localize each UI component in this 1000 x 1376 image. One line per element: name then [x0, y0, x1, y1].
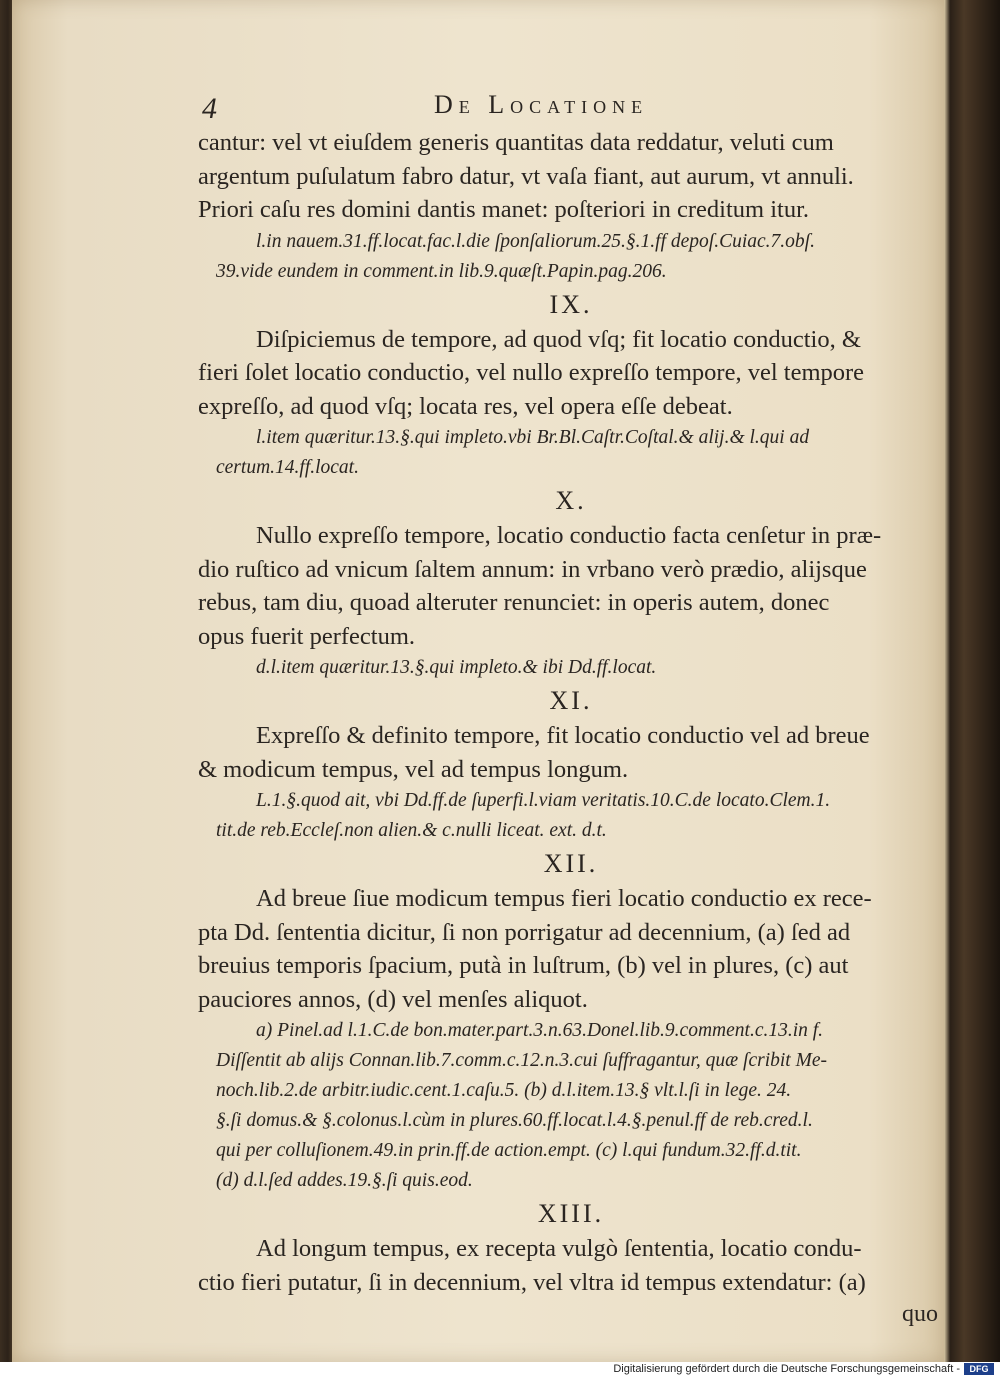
text-line: Priori caſu res domini dantis manet: poſteriori in creditum itur. [198, 196, 810, 223]
citation-line: d.l.item quæritur.13.§.qui impleto.& ibi Dd.ff.locat. [256, 657, 657, 678]
page-body [198, 126, 944, 1329]
footer-bar [0, 1362, 1000, 1376]
citation-line: §.ſi domus.& §.colonus.l.cùm in plures.60.ff.locat.l.4.§.penul.ff de reb.cred.l. [216, 1110, 813, 1131]
text-line: pta Dd. ſententia dicitur, ſi non porrigatur ad decennium, (a) ſed ad [198, 918, 851, 946]
citation-line: tit.de reb.Eccleſ.non alien.& c.nulli liceat. ext. d.t. [216, 820, 607, 841]
section-number: X. [555, 486, 587, 515]
text-line: argentum puſulatum fabro datur, vt vaſa fiant, aut aurum, vt annuli. [198, 162, 854, 190]
text-line: Nullo expreſſo tempore, locatio conductio facta cenſetur in præ- [256, 522, 882, 549]
citation-line: noch.lib.2.de arbitr.iudic.cent.1.caſu.5. (b) d.l.item.13.§ vlt.l.ſi in lege. 24. [216, 1080, 792, 1101]
text-line: expreſſo, ad quod vſq; locata res, vel opera eſſe debeat. [198, 392, 733, 420]
text-line: Expreſſo & definito tempore, fit locatio conductio vel ad breue [256, 722, 870, 749]
citation-line: 39.vide eundem in comment.in lib.9.quæſt.Papin.pag.206. [216, 260, 667, 282]
section-number: XIII. [537, 1199, 605, 1228]
citation-line: Diſſentit ab alijs Connan.lib.7.comm.c.12.n.3.cui ſuffragantur, quæ ſcribit Me- [216, 1050, 827, 1071]
paragraph [198, 1232, 944, 1299]
citation-line: certum.14.ff.locat. [216, 457, 359, 478]
section-number: XI. [549, 686, 593, 715]
citation-line: l.in nauem.31.ff.locat.fac.l.die ſponſaliorum.25.§.1.ff depoſ.Cuiac.7.obſ. [256, 230, 815, 252]
book-edge [944, 0, 1000, 1362]
section-number: XII. [543, 849, 599, 878]
section-number: IX. [549, 289, 593, 319]
dfg-logo: DFG [964, 1363, 994, 1375]
text-line: rebus, tam diu, quoad alteruter renunciet: in operis autem, donec [198, 589, 830, 616]
text-line: Diſpiciemus de tempore, ad quod vſq; fit locatio conductio, & [256, 325, 861, 353]
citation-line: L.1.§.quod ait, vbi Dd.ff.de ſuperfi.l.viam veritatis.10.C.de locato.Clem.1. [256, 790, 831, 811]
text-line: cantur: vel vt eiuſdem generis quantitas data reddatur, veluti cum [198, 129, 834, 156]
page-header [198, 86, 944, 126]
book-page [12, 0, 944, 1362]
citation-block [198, 786, 944, 846]
catchword: quo [902, 1301, 938, 1327]
running-head: De Locatione [434, 90, 649, 119]
text-line: breuius temporis ſpacium, putà in luſtrum, (b) vel in plures, (c) aut [198, 952, 849, 979]
paragraph [198, 719, 944, 786]
citation-line: a) Pinel.ad l.1.C.de bon.mater.part.3.n.63.Donel.lib.9.comment.c.13.in f. [256, 1020, 824, 1041]
text-line: ctio fieri putatur, ſi in decennium, vel vltra id tempus extendatur: (a) [198, 1268, 866, 1296]
citation-block [198, 653, 944, 683]
citation-line: l.item quæritur.13.§.qui impleto.vbi Br.Bl.Caſtr.Coſtal.& alij.& l.qui ad [256, 427, 810, 448]
page-content [198, 86, 944, 1329]
citation-line: qui per colluſionem.49.in prin.ff.de action.empt. (c) l.qui fundum.32.ff.d.tit. [216, 1140, 802, 1161]
citation-line: (d) d.l.ſed addes.19.§.ſi quis.eod. [216, 1170, 473, 1191]
text-line: Ad breue ſiue modicum tempus fieri locatio conductio ex rece- [256, 885, 872, 912]
paragraph [198, 882, 944, 1016]
text-line: fieri ſolet locatio conductio, vel nullo expreſſo tempore, vel tempore [198, 359, 865, 386]
text-line: & modicum tempus, vel ad tempus longum. [198, 755, 629, 783]
text-line: pauciores annos, (d) vel menſes aliquot. [198, 985, 588, 1013]
paragraph [198, 519, 944, 653]
page-number: 4 [202, 92, 217, 125]
funding-notice: Digitalisierung gefördert durch die Deutsche Forschungsgemeinschaft - [613, 1363, 960, 1375]
text-line: opus fuerit perfectum. [198, 622, 416, 650]
paragraph [198, 323, 944, 424]
citation-block [198, 227, 944, 287]
text-line: Ad longum tempus, ex recepta vulgò ſententia, locatio condu- [256, 1235, 862, 1262]
paragraph [198, 126, 944, 227]
citation-block [198, 423, 944, 483]
text-line: dio ruſtico ad vnicum ſaltem annum: in vrbano verò prædio, alijsque [198, 555, 867, 583]
citation-block [198, 1016, 944, 1196]
